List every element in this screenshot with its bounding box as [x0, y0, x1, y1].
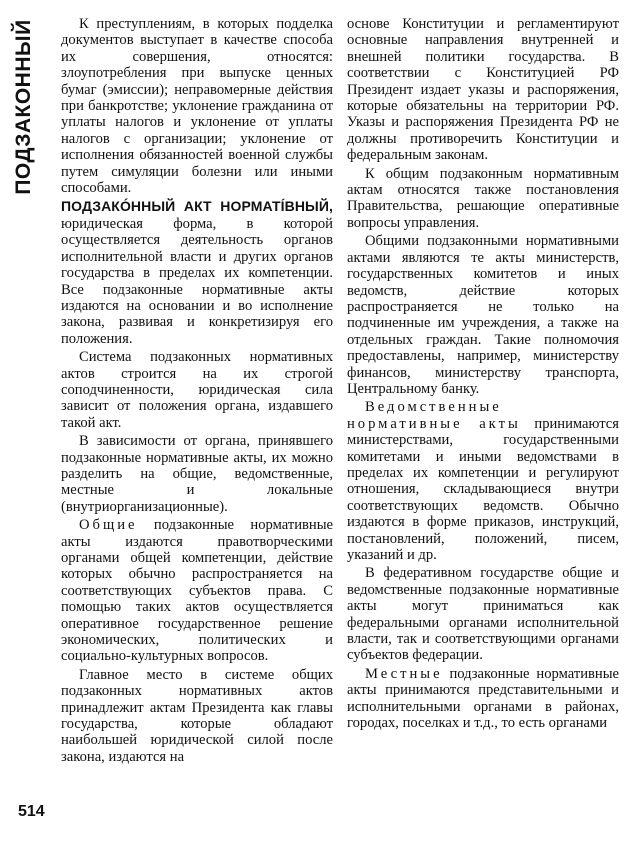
left-column [61, 16, 333, 846]
paragraph-text: подзаконные нормативные акты издаются правотворческими органами общей компетенции, действие которых обычно распространяется на соответствующих субъектов права. С помощью таких актов осуществляется оперативное государственное решение экономических, политических и социально-культурных вопросов. [61, 517, 333, 665]
paragraph: основе Конституции и регламентируют основные направления внутренней и внешней политики государства. В соответствии с Конституцией РФ Президент издает указы и распоряжения, которые обязательны на территории РФ. Указы и распоряжения Президента РФ не должны противоречить Конституции и федеральным законам. [347, 16, 619, 164]
spaced-term: Местные [365, 665, 443, 682]
paragraph [347, 399, 619, 563]
spaced-term: Общие [79, 517, 138, 534]
paragraph [347, 666, 619, 732]
paragraph: Общими подзаконными нормативными актами являются те акты министерств, государственных комитетов и иных ведомств, действие которых распространяется не только на подчиненные им учреждения, а также на отдельных граждан. Такие полномочия предоставлены, например, министерству финансов, министерству транспорта, Центральному банку. [347, 233, 619, 397]
right-column [347, 16, 619, 846]
paragraph: К преступлениям, в которых подделка документов выступает в качестве способа их совершения, относятся: злоупотребления при выпуске ценных бумаг (эмиссии); неправомерные действия при банкротстве; уклонение гражданина от уплаты налогов и уклонение от уплаты налогов с организации; уклонение от исполнения обязанностей военной службы путем симуляции болезни или иными способами. [61, 16, 333, 197]
paragraph-text: подзаконные нормативные акты принимаются представительными и исполнительными органами в районах, городах, поселках и т.д., то есть органами [347, 665, 619, 732]
paragraph [61, 517, 333, 665]
paragraph: Главное место в системе общих подзаконных нормативных актов принадлежит актам Президента как главы государства, которые обладают наибольшей юридической силой после закона, издаются на [61, 666, 333, 765]
running-header [6, 12, 42, 202]
paragraph-text: принимаются министерствами, государственными комитетами и иными ведомствами в пределах их компетенции и регулируют отношения, складывающиеся внутри соответствующих ведомств. Обычно издаются в форме приказов, инструкций, постановлений, положений, писем, указаний и др. [347, 415, 619, 563]
running-header-text: ПОДЗАКОННЫЙ [12, 19, 35, 195]
entry-definition: юридическая форма, в которой осуществляется деятельность органов исполнительной власти и других органов государства в пределах их компетенции. Все подзаконные нормативные акты издаются на основании и во исполнение закона, развивая и конкретизируя его положения. [61, 215, 333, 347]
page-number: 514 [18, 803, 45, 820]
paragraph: Система подзаконных нормативных актов строится на их строгой соподчиненности, юридическая сила зависит от положения органа, издавшего такой акт. [61, 349, 333, 431]
spaced-term: Ведомственные нормативные акты [347, 399, 521, 432]
paragraph: В федеративном государстве общие и ведомственные подзаконные нормативные акты могут приниматься как федеральными органами исполнительной власти, так и соответствующими органами субъектов федерации. [347, 565, 619, 664]
paragraph: В зависимости от органа, принявшего подзаконные нормативные акты, их можно разделить на общие, ведомственные, местные и локальные (внутриорганизационные). [61, 433, 333, 515]
entry-headword: ПОДЗАКÓННЫЙ АКТ НОРМАТÍВНЫЙ, [61, 198, 333, 215]
paragraph: К общим подзаконным нормативным актам относятся также постановления Правительства, решающие оперативные вопросы управления. [347, 165, 619, 231]
dictionary-entry [61, 198, 333, 347]
